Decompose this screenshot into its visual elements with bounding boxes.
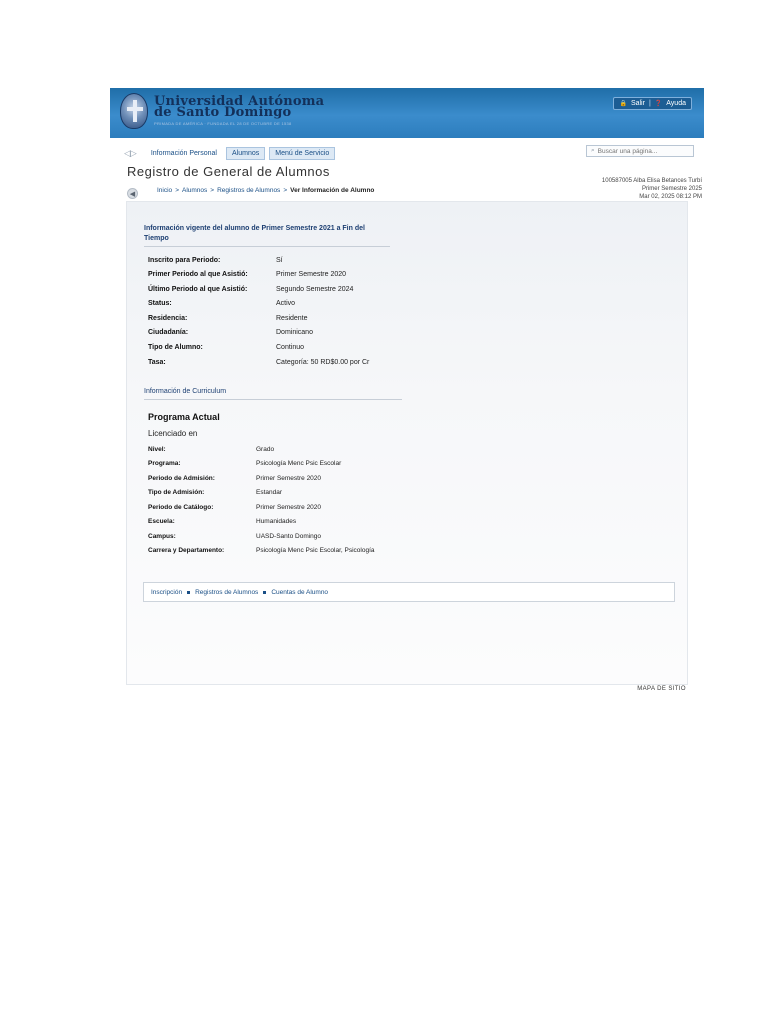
info-row [148, 300, 295, 308]
section-title-curriculum: Información de Curriculum [144, 388, 227, 395]
info-row [148, 271, 346, 279]
info-value: Primer Semestre 2020 [276, 271, 347, 278]
logo-subtitle: PRIMADA DE AMÉRICA · FUNDADA EL 28 DE OCTUBRE DE 1538 [154, 121, 292, 126]
info-value: Segundo Semestre 2024 [276, 286, 354, 293]
info-row [148, 315, 308, 323]
info-row [148, 359, 369, 367]
curriculum-value: Primer Semestre 2020 [256, 504, 322, 511]
program-title: Programa Actual [148, 412, 220, 422]
tab-menu-servicio[interactable]: Menú de Servicio [269, 147, 335, 160]
divider [144, 246, 390, 247]
breadcrumb-separator: > [210, 187, 215, 194]
university-logo[interactable] [154, 96, 324, 118]
info-value: Continuo [276, 344, 305, 351]
info-value: Residente [276, 315, 308, 322]
curriculum-value: Psicología Menc Psic Escolar, Psicología [256, 547, 375, 554]
curriculum-label: Programa: [148, 460, 181, 467]
breadcrumb-item[interactable]: Alumnos [181, 187, 208, 194]
user-name: 100587005 Alba Elisa Betances Turbí [601, 178, 702, 184]
search-icon: ⌕ [591, 147, 595, 154]
curriculum-row [148, 489, 282, 497]
curriculum-label: Tipo de Admisión: [148, 489, 205, 496]
info-label: Residencia: [148, 315, 188, 322]
curriculum-row [148, 518, 296, 526]
separator: | [648, 100, 651, 107]
header-buttons [613, 97, 692, 110]
breadcrumb-separator: > [175, 187, 179, 194]
curriculum-label: Escuela: [148, 518, 175, 525]
info-label: Ciudadanía: [148, 329, 189, 336]
nav-bar [124, 146, 335, 160]
info-value: Sí [276, 257, 283, 264]
footer-links [143, 582, 675, 602]
curriculum-row [148, 446, 274, 454]
info-value: Categoría: 50 RD$0.00 por Cr [276, 359, 370, 366]
user-timestamp: Mar 02, 2025 08:12 PM [639, 194, 702, 200]
university-seal-icon [120, 93, 148, 129]
exit-button[interactable]: Salir [630, 100, 645, 107]
tab-alumnos[interactable]: Alumnos [226, 147, 265, 160]
link-inscripcion[interactable]: Inscripción [151, 588, 183, 596]
curriculum-label: Carrera y Departamento: [148, 547, 225, 554]
help-icon: ❓ [654, 101, 663, 107]
nav-arrows-icon[interactable]: ◁▷ [124, 147, 136, 158]
breadcrumb-item[interactable]: Registros de Alumnos [217, 187, 281, 194]
search-input[interactable] [598, 148, 688, 155]
info-label: Primer Periodo al que Asistió: [148, 271, 248, 278]
curriculum-value: Psicología Menc Psic Escolar [256, 460, 342, 467]
info-row [148, 286, 353, 294]
info-row [148, 257, 283, 265]
curriculum-value: Grado [256, 446, 275, 453]
curriculum-label: Campus: [148, 533, 176, 540]
breadcrumb-item[interactable]: Inicio [157, 187, 173, 194]
divider [144, 399, 402, 400]
lock-icon: 🔒 [619, 101, 627, 107]
bullet-separator [187, 591, 190, 594]
bullet-separator [263, 591, 266, 594]
header-banner [110, 88, 704, 138]
section-title-student-info: Información vigente del alumno de Primer Semestre 2021 a Fin del Tiempo [144, 225, 365, 242]
curriculum-row [148, 547, 375, 555]
curriculum-value: Humanidades [256, 518, 297, 525]
curriculum-value: Primer Semestre 2020 [256, 475, 322, 482]
info-label: Tipo de Alumno: [148, 344, 203, 351]
curriculum-value: Estandar [256, 489, 283, 496]
info-value: Dominicano [276, 329, 313, 336]
logo-line2: de Santo Domingo [154, 105, 292, 120]
page [110, 88, 704, 698]
curriculum-row [148, 504, 321, 512]
program-degree: Licenciado en [148, 429, 198, 438]
breadcrumb-current: Ver Información de Alumno [290, 187, 375, 194]
curriculum-row [148, 475, 321, 483]
user-term: Primer Semestre 2025 [641, 186, 702, 192]
info-row [148, 344, 304, 352]
arrow-left-icon: ◀ [129, 190, 136, 198]
curriculum-row [148, 460, 341, 468]
help-button[interactable]: Ayuda [666, 100, 686, 107]
page-title: Registro de General de Alumnos [127, 164, 330, 179]
info-label: Inscrito para Periodo: [148, 257, 221, 264]
info-label: Último Periodo al que Asistió: [148, 286, 248, 293]
sitemap-link[interactable]: MAPA DE SITIO [637, 686, 686, 692]
breadcrumb [157, 187, 374, 194]
info-label: Tasa: [148, 359, 166, 366]
back-button[interactable] [127, 188, 138, 199]
breadcrumb-separator: > [283, 187, 288, 194]
curriculum-value: UASD-Santo Domingo [256, 533, 322, 540]
curriculum-label: Periodo de Admisión: [148, 475, 215, 482]
info-value: Activo [276, 300, 296, 307]
info-label: Status: [148, 300, 172, 307]
tab-informacion-personal[interactable]: Información Personal [150, 149, 217, 157]
content-panel [126, 201, 688, 685]
info-row [148, 329, 313, 337]
logo-line1: Universidad Autónoma [154, 94, 325, 109]
user-info [602, 177, 702, 201]
curriculum-label: Periodo de Catálogo: [148, 504, 214, 511]
curriculum-row [148, 533, 321, 541]
link-cuentas-alumno[interactable]: Cuentas de Alumno [271, 588, 329, 596]
curriculum-label: Nivel: [148, 446, 166, 453]
search-box[interactable] [586, 145, 694, 157]
link-registros-alumnos[interactable]: Registros de Alumnos [195, 588, 259, 596]
